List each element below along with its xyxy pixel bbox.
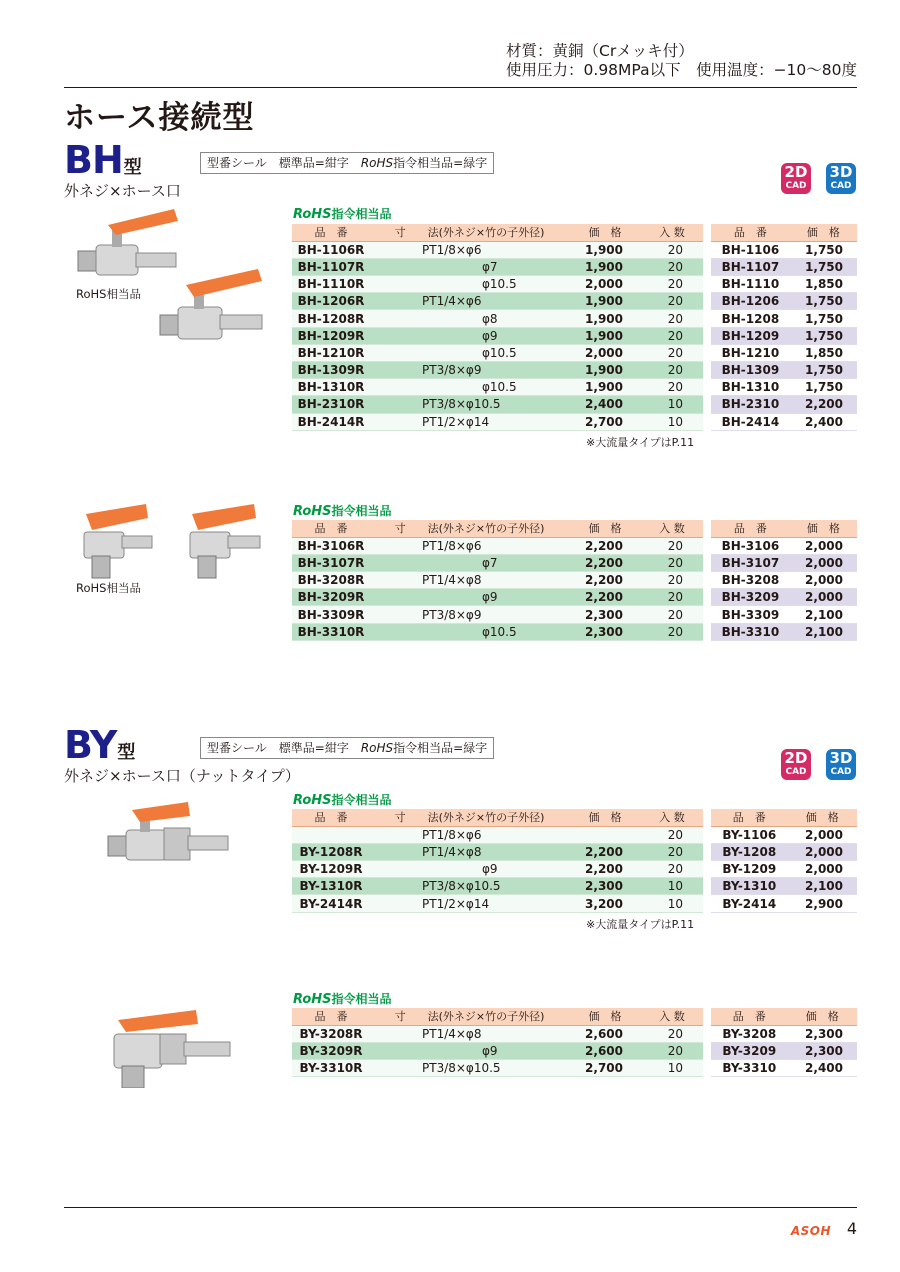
table-header-row — [292, 809, 703, 826]
price: 2,200 — [569, 537, 641, 554]
table-row — [292, 878, 703, 895]
top-rule — [64, 87, 857, 88]
col-header-code: 品 番 — [292, 1008, 370, 1025]
quantity: 10 — [641, 895, 703, 912]
table-row — [711, 258, 857, 275]
price: 2,300 — [788, 1025, 857, 1042]
price: 1,750 — [790, 362, 857, 379]
table-row — [292, 572, 703, 589]
seal-note-a: 型番シール 標準品=紺字 — [207, 741, 361, 755]
price: 2,200 — [790, 396, 857, 413]
product-code: BH-3309R — [292, 606, 370, 623]
col-header-code: 品 番 — [292, 224, 370, 241]
col-header-qty: 入 数 — [641, 1008, 703, 1025]
product-code: BH-3106 — [711, 537, 790, 554]
product-code: BH-3310R — [292, 623, 370, 640]
price: 2,000 — [790, 572, 857, 589]
table-row — [711, 554, 857, 571]
seal-note-b: 指令相当品=緑字 — [393, 741, 488, 755]
bh-rohs-label-2: RoHS相当品 — [76, 581, 141, 595]
rohs-head-text: 指令相当品 — [331, 504, 392, 518]
product-code: BY-1209R — [292, 861, 370, 878]
dimension: PT1/4×φ8 — [370, 572, 569, 589]
table-row — [292, 554, 703, 571]
price: 2,100 — [790, 623, 857, 640]
table-row — [711, 413, 857, 430]
bh-table-2 — [292, 520, 703, 641]
price: 2,700 — [569, 1060, 641, 1077]
bh-rohs-label-1: RoHS相当品 — [76, 287, 141, 301]
rohs-head-text: 指令相当品 — [331, 992, 392, 1006]
quantity: 20 — [641, 623, 703, 640]
brand-logo: ASOH — [790, 1224, 831, 1238]
price: 2,000 — [788, 826, 857, 843]
quantity: 20 — [641, 344, 703, 361]
product-code: BH-1210R — [292, 344, 370, 361]
dimension: PT3/8×φ10.5 — [370, 1060, 569, 1077]
product-code: BY-1310R — [292, 878, 370, 895]
product-code: BH-1310 — [711, 379, 790, 396]
quantity: 10 — [641, 396, 703, 413]
quantity: 20 — [641, 843, 703, 860]
by-valve-photo — [104, 800, 234, 870]
product-code: BY-1310 — [711, 878, 788, 895]
col-header-size: 寸 法(外ネジ×竹の子外径) — [370, 520, 569, 537]
price: 1,900 — [569, 362, 641, 379]
product-code: BH-1209R — [292, 327, 370, 344]
table-header-row — [292, 224, 703, 241]
table-row — [292, 327, 703, 344]
product-code: BH-3309 — [711, 606, 790, 623]
table-row — [292, 537, 703, 554]
table-row — [711, 1060, 857, 1077]
col-header-price: 価 格 — [788, 809, 857, 826]
price: 2,000 — [790, 537, 857, 554]
table-row — [711, 396, 857, 413]
quantity: 20 — [641, 276, 703, 293]
table-row — [292, 293, 703, 310]
dimension: φ10.5 — [370, 276, 569, 293]
by-elbow-valve-photo — [100, 1008, 235, 1088]
table-row — [711, 895, 857, 912]
table-row — [292, 861, 703, 878]
dimension: PT1/4×φ8 — [370, 1025, 569, 1042]
rohs-head-italic: RoHS — [293, 207, 332, 222]
by-side-table-2 — [711, 1008, 857, 1077]
table-row — [292, 826, 703, 843]
bh-subtitle: 外ネジ×ホース口 — [64, 182, 181, 200]
price: 2,900 — [788, 895, 857, 912]
spec-block — [506, 42, 857, 80]
col-header-qty: 入 数 — [641, 520, 703, 537]
price: 2,400 — [569, 396, 641, 413]
product-code: BH-3310 — [711, 623, 790, 640]
table-row — [711, 861, 857, 878]
quantity: 20 — [641, 554, 703, 571]
quantity: 20 — [641, 293, 703, 310]
product-code: BH-1310R — [292, 379, 370, 396]
rohs-head-italic: RoHS — [293, 504, 332, 519]
product-code: BY-3209R — [292, 1042, 370, 1059]
table-row — [711, 241, 857, 258]
quantity: 20 — [641, 861, 703, 878]
price: 1,750 — [790, 293, 857, 310]
table-header-row — [711, 520, 857, 537]
price: 1,900 — [569, 258, 641, 275]
bh-side-table-1 — [711, 224, 857, 431]
quantity: 20 — [641, 606, 703, 623]
dimension: φ9 — [370, 1042, 569, 1059]
product-code: BH-3209R — [292, 589, 370, 606]
cad-3d-label: 3D — [829, 749, 853, 767]
price: 3,200 — [569, 895, 641, 912]
price: 1,750 — [790, 258, 857, 275]
col-header-size: 寸 法(外ネジ×竹の子外径) — [370, 809, 569, 826]
price: 2,200 — [569, 554, 641, 571]
quantity: 10 — [641, 878, 703, 895]
product-code: BY-3208 — [711, 1025, 788, 1042]
col-header-price: 価 格 — [788, 1008, 857, 1025]
product-code: BH-3208R — [292, 572, 370, 589]
price: 2,600 — [569, 1025, 641, 1042]
product-code: BH-1209 — [711, 327, 790, 344]
table-row — [292, 895, 703, 912]
table-row — [292, 362, 703, 379]
quantity: 20 — [641, 310, 703, 327]
price: 1,900 — [569, 241, 641, 258]
product-code: BY-1208 — [711, 843, 788, 860]
price — [569, 826, 641, 843]
quantity: 20 — [641, 362, 703, 379]
dimension: φ8 — [370, 310, 569, 327]
col-header-size: 寸 法(外ネジ×竹の子外径) — [370, 224, 569, 241]
seal-note-rohs: RoHS — [360, 156, 394, 170]
product-code: BH-1208 — [711, 310, 790, 327]
col-header-code: 品 番 — [711, 520, 790, 537]
cad-word: CAD — [830, 767, 852, 777]
page-title: ホース接続型 — [64, 100, 255, 136]
product-code: BH-1206 — [711, 293, 790, 310]
cad-word: CAD — [785, 181, 807, 191]
product-code: BY-2414R — [292, 895, 370, 912]
price: 2,400 — [788, 1060, 857, 1077]
table-row — [292, 258, 703, 275]
table-row — [711, 327, 857, 344]
price: 2,100 — [788, 878, 857, 895]
by-table-1 — [292, 809, 703, 913]
col-header-price: 価 格 — [569, 520, 641, 537]
by-rohs-heading-1 — [293, 791, 392, 808]
by-table-2 — [292, 1008, 703, 1077]
price: 2,300 — [569, 878, 641, 895]
col-header-code: 品 番 — [711, 809, 788, 826]
dimension: PT3/8×φ10.5 — [370, 878, 569, 895]
col-header-qty: 入 数 — [641, 224, 703, 241]
by-subtitle: 外ネジ×ホース口（ナットタイプ） — [64, 767, 300, 785]
bh-seal-note — [200, 152, 494, 174]
col-header-price: 価 格 — [790, 520, 857, 537]
table-row — [711, 1025, 857, 1042]
seal-note-b: 指令相当品=緑字 — [393, 156, 488, 170]
price: 1,750 — [790, 327, 857, 344]
product-code: BY-1106 — [711, 826, 788, 843]
col-header-price: 価 格 — [569, 1008, 641, 1025]
quantity: 20 — [641, 258, 703, 275]
seal-note-a: 型番シール 標準品=紺字 — [207, 156, 361, 170]
table-row — [711, 623, 857, 640]
quantity: 20 — [641, 1042, 703, 1059]
material-text: 材質：黄銅（Crメッキ付） — [506, 42, 694, 60]
table-row — [292, 379, 703, 396]
product-code: BH-1110 — [711, 276, 790, 293]
product-code: BH-1110R — [292, 276, 370, 293]
product-code: BH-2310R — [292, 396, 370, 413]
dimension: φ7 — [370, 554, 569, 571]
product-code: BH-3208 — [711, 572, 790, 589]
quantity: 20 — [641, 572, 703, 589]
price: 2,000 — [790, 554, 857, 571]
table-header-row — [292, 520, 703, 537]
bh-type-code: BH — [64, 138, 123, 182]
quantity: 20 — [641, 327, 703, 344]
dimension: φ9 — [370, 861, 569, 878]
table-row — [711, 310, 857, 327]
product-code: BY-3310 — [711, 1060, 788, 1077]
product-code: BH-2414R — [292, 413, 370, 430]
cad-word: CAD — [785, 767, 807, 777]
col-header-code: 品 番 — [711, 224, 790, 241]
product-code: BH-1106 — [711, 241, 790, 258]
dimension: PT3/8×φ9 — [370, 362, 569, 379]
table-header-row — [292, 1008, 703, 1025]
bh-table-1 — [292, 224, 703, 431]
dimension: φ9 — [370, 327, 569, 344]
bh-valve-photo — [70, 203, 270, 348]
by-side-table-1 — [711, 809, 857, 913]
cad-3d-label: 3D — [829, 163, 853, 181]
dimension: φ9 — [370, 589, 569, 606]
product-code: BH-3107R — [292, 554, 370, 571]
table-row — [292, 1042, 703, 1059]
bh-elbow-valve-photo — [72, 498, 272, 583]
product-code: BH-1106R — [292, 241, 370, 258]
product-code: BH-2310 — [711, 396, 790, 413]
table-row — [711, 1042, 857, 1059]
bh-rohs-heading-1 — [293, 205, 392, 222]
price: 2,000 — [790, 589, 857, 606]
price: 1,900 — [569, 379, 641, 396]
quantity: 20 — [641, 1025, 703, 1042]
table-row — [711, 276, 857, 293]
rohs-head-italic: RoHS — [293, 992, 332, 1007]
conditions-text: 使用圧力：0.98MPa以下 使用温度：−10〜80度 — [506, 61, 857, 79]
table-row — [292, 310, 703, 327]
dimension: φ7 — [370, 258, 569, 275]
product-code: BH-3209 — [711, 589, 790, 606]
table-row — [711, 826, 857, 843]
dimension: φ10.5 — [370, 344, 569, 361]
table-row — [292, 589, 703, 606]
quantity: 20 — [641, 241, 703, 258]
page-number: 4 — [846, 1219, 857, 1238]
dimension: PT1/4×φ8 — [370, 843, 569, 860]
cad-2d-button[interactable] — [781, 163, 811, 194]
dimension: PT3/8×φ9 — [370, 606, 569, 623]
cad-2d-button[interactable] — [781, 749, 811, 780]
product-code: BY-3310R — [292, 1060, 370, 1077]
price: 2,000 — [569, 344, 641, 361]
price: 2,000 — [788, 843, 857, 860]
table-row — [292, 1060, 703, 1077]
col-header-code: 品 番 — [292, 520, 370, 537]
bottom-rule — [64, 1207, 857, 1208]
price: 1,900 — [569, 293, 641, 310]
col-header-code: 品 番 — [711, 1008, 788, 1025]
quantity: 20 — [641, 537, 703, 554]
cad-3d-button[interactable] — [826, 749, 856, 780]
by-type-code: BY — [64, 723, 117, 767]
bh-rohs-heading-2 — [293, 502, 392, 519]
product-code: BH-2414 — [711, 413, 790, 430]
table-row — [711, 537, 857, 554]
table-row — [292, 344, 703, 361]
by-note-p11: ※大流量タイプはP.11 — [586, 918, 695, 931]
dimension: PT1/8×φ6 — [370, 241, 569, 258]
rohs-head-italic: RoHS — [293, 793, 332, 808]
product-code: BH-1309 — [711, 362, 790, 379]
price: 1,750 — [790, 310, 857, 327]
price: 2,700 — [569, 413, 641, 430]
product-code: BY-1208R — [292, 843, 370, 860]
table-row — [292, 241, 703, 258]
dimension: PT3/8×φ10.5 — [370, 396, 569, 413]
price: 1,750 — [790, 241, 857, 258]
table-row — [711, 344, 857, 361]
price: 2,300 — [569, 623, 641, 640]
by-seal-note — [200, 737, 494, 759]
price: 1,900 — [569, 327, 641, 344]
dimension: φ10.5 — [370, 379, 569, 396]
price: 2,200 — [569, 589, 641, 606]
product-code — [292, 826, 370, 843]
product-code: BH-1206R — [292, 293, 370, 310]
price: 1,850 — [790, 344, 857, 361]
product-code: BH-3106R — [292, 537, 370, 554]
dimension: φ10.5 — [370, 623, 569, 640]
table-row — [292, 606, 703, 623]
table-row — [292, 843, 703, 860]
bh-type-suffix: 型 — [123, 157, 142, 178]
price: 2,600 — [569, 1042, 641, 1059]
dimension: PT1/8×φ6 — [370, 826, 569, 843]
table-header-row — [711, 224, 857, 241]
product-code: BH-3107 — [711, 554, 790, 571]
seal-note-rohs: RoHS — [360, 741, 394, 755]
price: 2,400 — [790, 413, 857, 430]
table-row — [292, 623, 703, 640]
product-code: BY-3209 — [711, 1042, 788, 1059]
price: 2,000 — [788, 861, 857, 878]
table-row — [292, 396, 703, 413]
table-header-row — [711, 809, 857, 826]
price: 2,200 — [569, 843, 641, 860]
col-header-price: 価 格 — [790, 224, 857, 241]
cad-2d-label: 2D — [784, 749, 808, 767]
cad-word: CAD — [830, 181, 852, 191]
rohs-head-text: 指令相当品 — [331, 793, 392, 807]
dimension: PT1/4×φ6 — [370, 293, 569, 310]
by-type-heading — [64, 723, 135, 767]
product-code: BH-1107R — [292, 258, 370, 275]
table-row — [711, 379, 857, 396]
price: 2,300 — [569, 606, 641, 623]
price: 1,750 — [790, 379, 857, 396]
price: 1,850 — [790, 276, 857, 293]
price: 2,300 — [788, 1042, 857, 1059]
by-rohs-heading-2 — [293, 990, 392, 1007]
col-header-code: 品 番 — [292, 809, 370, 826]
cad-3d-button[interactable] — [826, 163, 856, 194]
table-row — [711, 362, 857, 379]
table-row — [711, 293, 857, 310]
price: 2,200 — [569, 861, 641, 878]
table-row — [711, 843, 857, 860]
product-code: BH-1210 — [711, 344, 790, 361]
quantity: 20 — [641, 589, 703, 606]
product-code: BH-1107 — [711, 258, 790, 275]
dimension: PT1/2×φ14 — [370, 413, 569, 430]
product-code: BH-1309R — [292, 362, 370, 379]
dimension: PT1/2×φ14 — [370, 895, 569, 912]
table-row — [711, 589, 857, 606]
quantity: 20 — [641, 826, 703, 843]
bh-note-p11: ※大流量タイプはP.11 — [586, 436, 695, 449]
col-header-price: 価 格 — [569, 809, 641, 826]
table-row — [292, 413, 703, 430]
table-row — [711, 572, 857, 589]
product-code: BH-1208R — [292, 310, 370, 327]
quantity: 20 — [641, 379, 703, 396]
by-type-suffix: 型 — [117, 742, 136, 763]
price: 1,900 — [569, 310, 641, 327]
quantity: 10 — [641, 1060, 703, 1077]
col-header-size: 寸 法(外ネジ×竹の子外径) — [370, 1008, 569, 1025]
table-row — [292, 1025, 703, 1042]
product-code: BY-1209 — [711, 861, 788, 878]
bh-type-heading — [64, 138, 142, 182]
quantity: 10 — [641, 413, 703, 430]
price: 2,100 — [790, 606, 857, 623]
bh-side-table-2 — [711, 520, 857, 641]
price: 2,200 — [569, 572, 641, 589]
price: 2,000 — [569, 276, 641, 293]
col-header-qty: 入 数 — [641, 809, 703, 826]
table-row — [292, 276, 703, 293]
cad-2d-label: 2D — [784, 163, 808, 181]
table-row — [711, 878, 857, 895]
table-header-row — [711, 1008, 857, 1025]
rohs-head-text: 指令相当品 — [331, 207, 392, 221]
dimension: PT1/8×φ6 — [370, 537, 569, 554]
product-code: BY-3208R — [292, 1025, 370, 1042]
col-header-price: 価 格 — [569, 224, 641, 241]
table-row — [711, 606, 857, 623]
product-code: BY-2414 — [711, 895, 788, 912]
